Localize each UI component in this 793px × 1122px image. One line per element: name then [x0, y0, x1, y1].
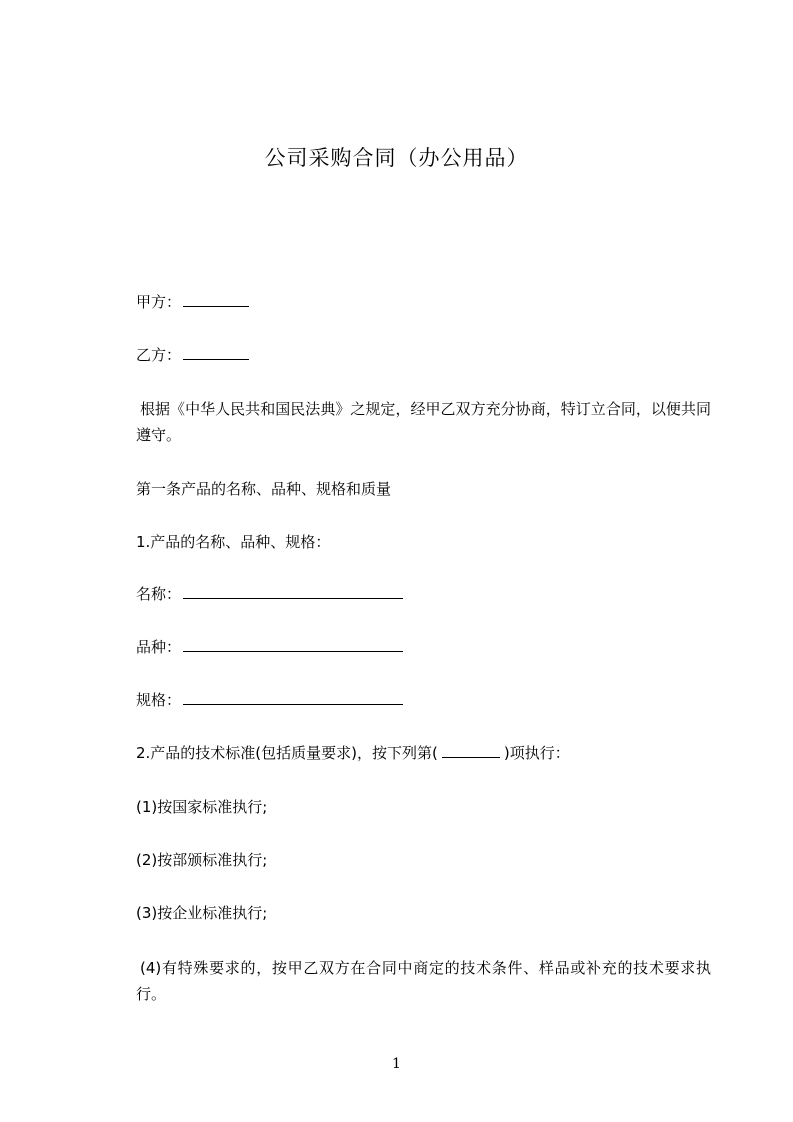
item2-suffix: )项执行： — [503, 744, 570, 762]
document-title: 公司采购合同（办公用品） — [264, 146, 529, 170]
item2-prefix: 2.产品的技术标准(包括质量要求)，按下列第( — [136, 744, 438, 762]
intro-paragraph: 根据《中华人民共和国民法典》之规定，经甲乙双方充分协商，特订立合同，以便共同遵守。 — [136, 400, 711, 444]
party-b-blank — [183, 345, 249, 360]
name-blank — [183, 584, 403, 599]
name-label: 名称： — [136, 585, 182, 603]
option-3: (3)按企业标准执行; — [136, 904, 268, 922]
spec-blank — [183, 690, 403, 705]
spec-label: 规格： — [136, 691, 182, 709]
variety-line — [136, 636, 403, 658]
party-a-blank — [183, 292, 249, 307]
item2-blank — [442, 743, 500, 758]
variety-blank — [183, 637, 403, 652]
party-a-line — [136, 291, 249, 313]
party-b-label: 乙方： — [136, 346, 182, 364]
item2-line — [136, 742, 570, 764]
article1-heading: 第一条产品的名称、品种、规格和质量 — [136, 480, 392, 498]
variety-label: 品种： — [136, 638, 182, 656]
party-b-line — [136, 344, 249, 366]
spec-line — [136, 689, 403, 711]
option-2: (2)按部颁标准执行; — [136, 851, 268, 869]
option-1: (1)按国家标准执行; — [136, 798, 268, 816]
page-number: 1 — [392, 1056, 401, 1072]
party-a-label: 甲方： — [136, 293, 182, 311]
name-line — [136, 583, 403, 605]
item1-heading: 1.产品的名称、品种、规格： — [136, 533, 331, 551]
option-4: (4)有特殊要求的，按甲乙双方在合同中商定的技术条件、样品或补充的技术要求执行。 — [136, 959, 711, 1003]
